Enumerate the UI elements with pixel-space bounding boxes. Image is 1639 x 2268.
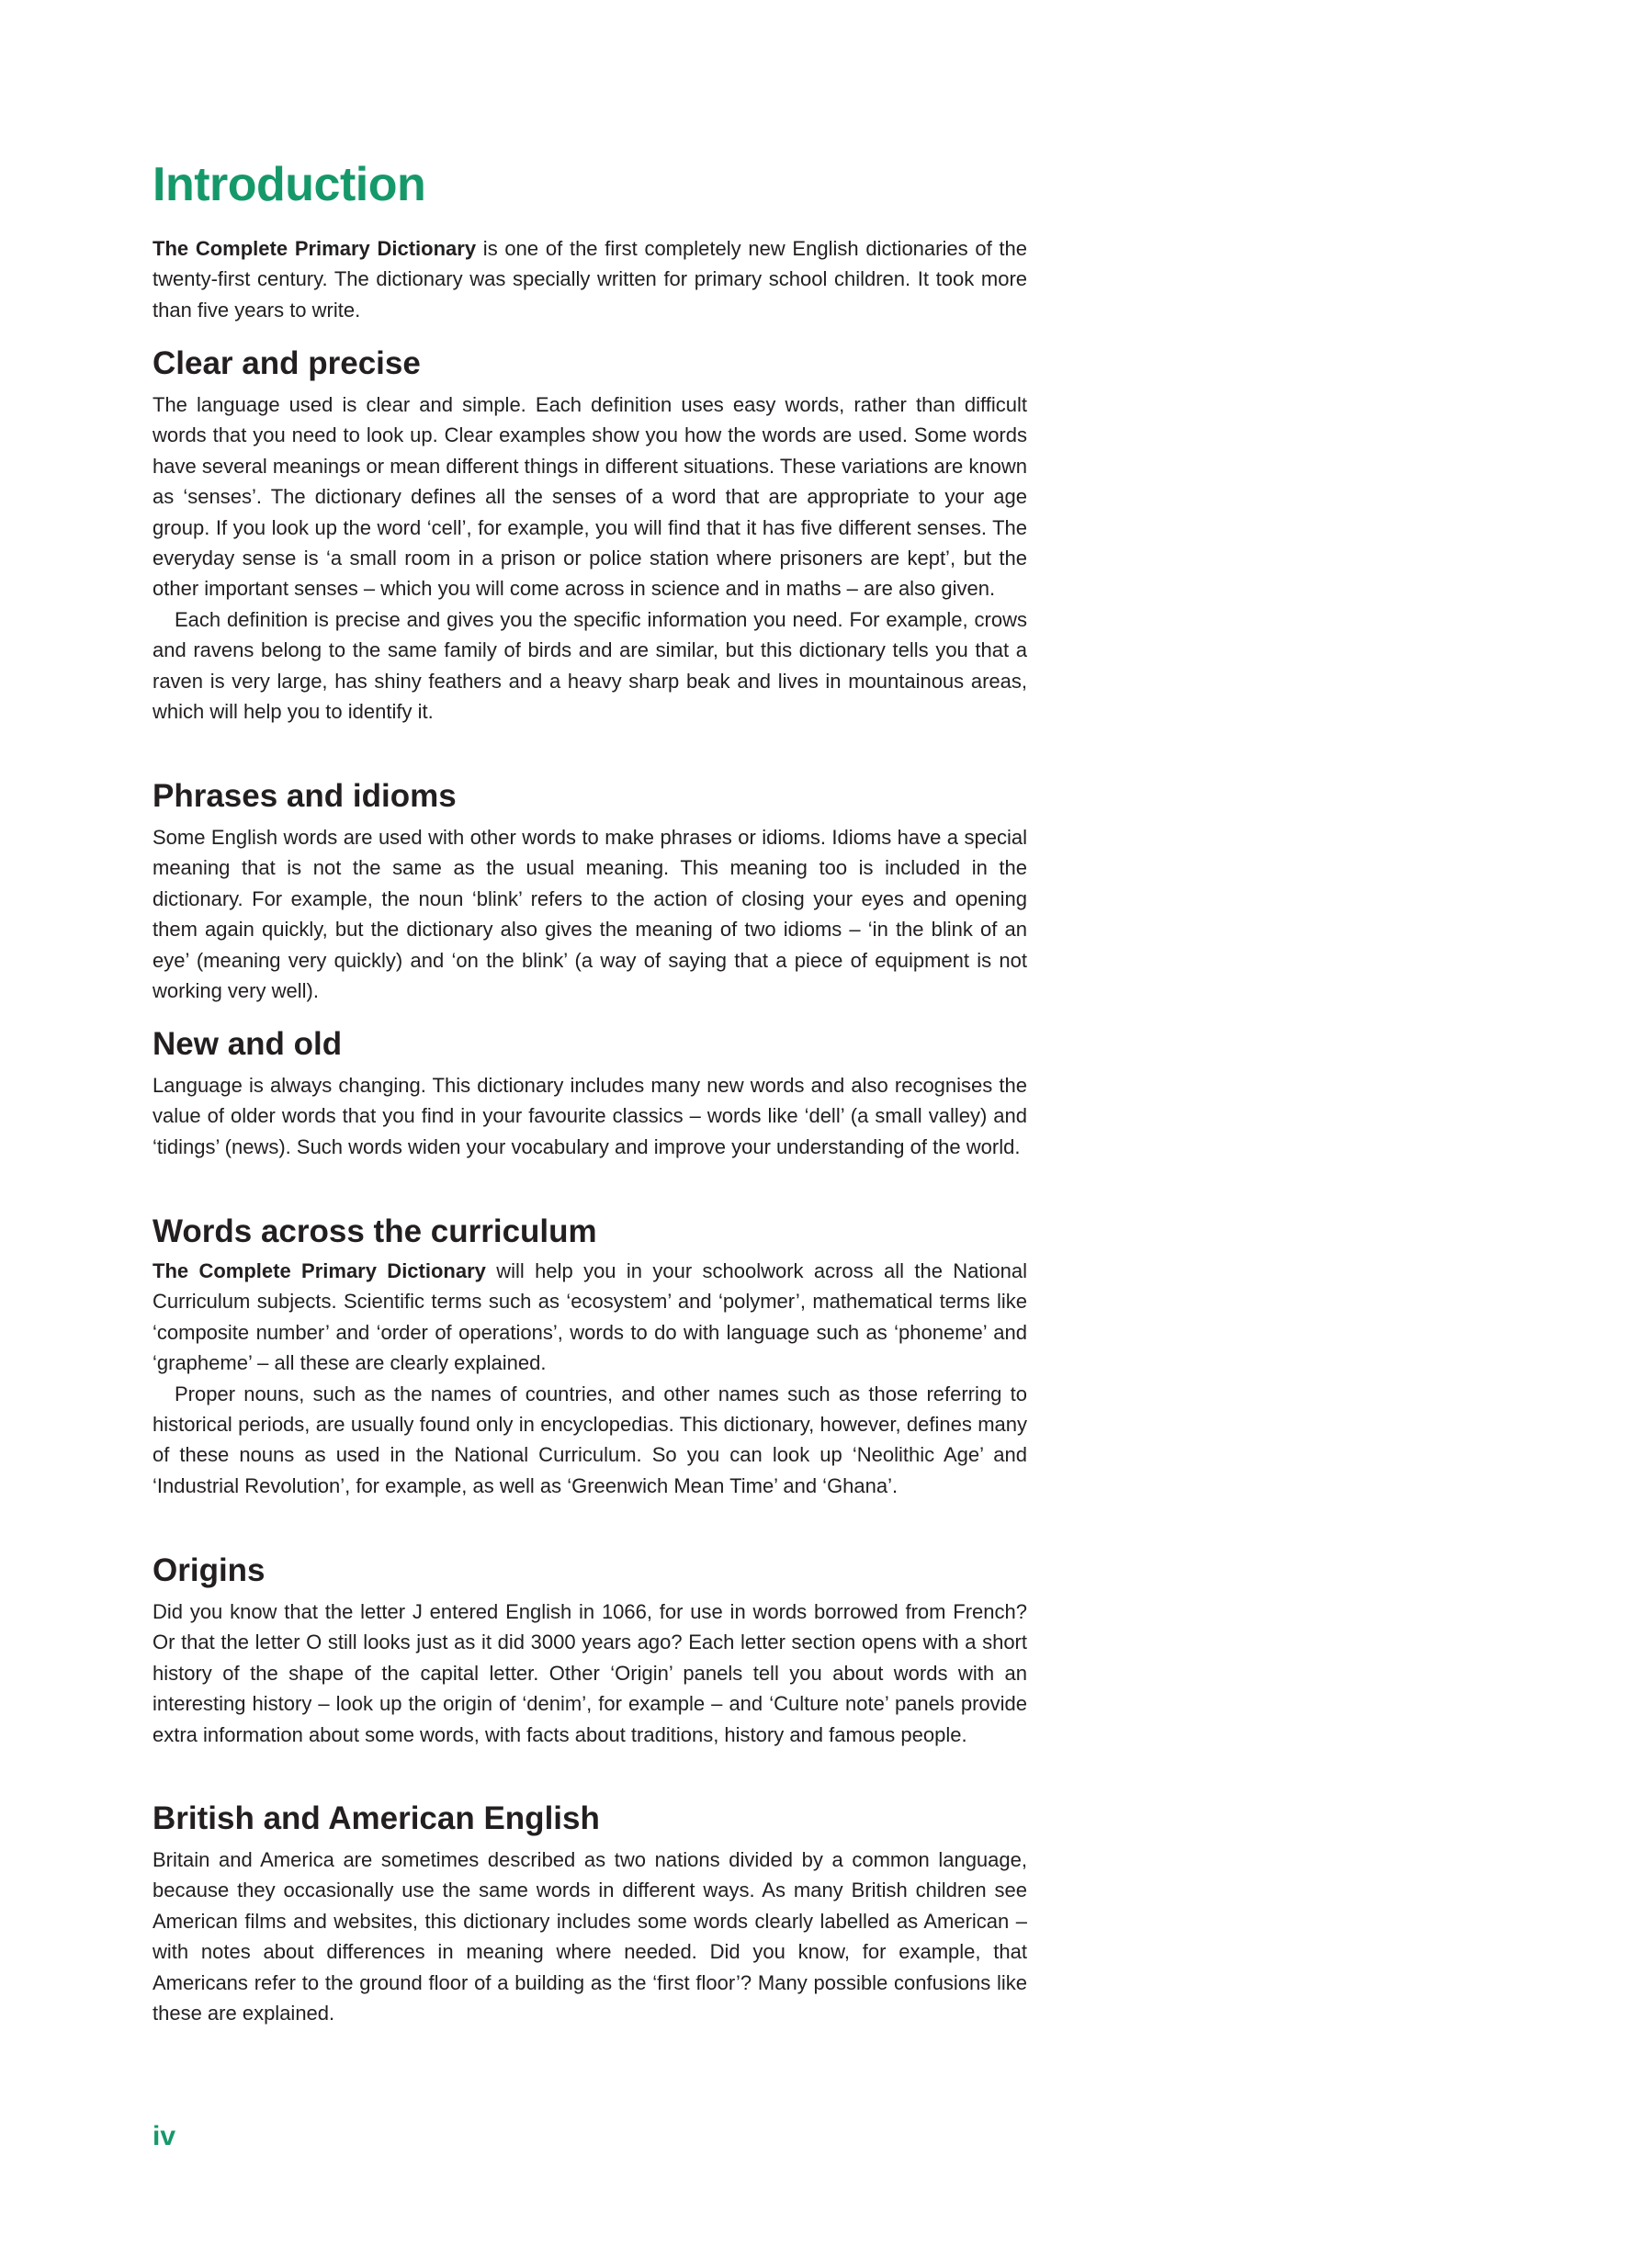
section-heading: Origins xyxy=(153,1552,266,1588)
section-body xyxy=(153,1070,1027,1162)
page-number: iv xyxy=(153,2121,176,2151)
section-body xyxy=(153,1845,1027,2028)
intro-text: is one of the first completely new English dictionaries of the twenty-first century. The dictionary was specially written for primary school children. It took more than five years to write. xyxy=(153,237,1027,322)
section-heading: Words across the curriculum xyxy=(153,1213,597,1249)
section-heading: Clear and precise xyxy=(153,345,421,381)
paragraph: Britain and America are sometimes described as two nations divided by a common language, because they occasionally use the same words in different ways. As many British children see American films and websites, this dictionary includes some words clearly labelled as American – with notes about differences in meaning where needed. Did you know, for example, that Americans refer to the ground floor of a building as the ‘first floor’? Many possible confusions like these are explained. xyxy=(153,1848,1027,2025)
paragraph xyxy=(153,1256,1027,1379)
paragraph: The language used is clear and simple. Each definition uses easy words, rather than difficult words that you need to look up. Clear examples show you how the words are used. Some words have several meanings or mean different things in different situations. These variations are known as ‘senses’. The dictionary defines all the senses of a word that are appropriate to your age group. If you look up the word ‘cell’, for example, you will find that it has five different senses. The everyday sense is ‘a small room in a prison or police station where prisoners are kept’, but the other important senses – which you will come across in science and in maths – are also given. xyxy=(153,393,1027,601)
section-body xyxy=(153,822,1027,1006)
paragraph-text: will help you in your schoolwork across all the National Curriculum subjects. Scientific terms such as ‘ecosystem’ and ‘polymer’, mathematical terms like ‘composite number’ and ‘order of operations’, words to do with language such as ‘phoneme’ and ‘grapheme’ – all these are clearly explained. xyxy=(153,1259,1027,1375)
section-body xyxy=(153,389,1027,727)
paragraph: Each definition is precise and gives you the specific information you need. For example, crows and ravens belong to the same family of birds and are similar, but this dictionary tells you that a raven is very large, has shiny feathers and a heavy sharp beak and lives in mountainous areas, which will help you to identify it. xyxy=(153,607,1027,724)
section-body xyxy=(153,1256,1027,1501)
page-title: Introduction xyxy=(153,158,426,211)
book-title: The Complete Primary Dictionary xyxy=(153,237,477,260)
section-heading: British and American English xyxy=(153,1800,600,1836)
paragraph: Language is always changing. This dictionary includes many new words and also recognises the value of older words that you find in your favourite classics – words like ‘dell’ (a small valley) and ‘tidings’ (news). Such words widen your vocabulary and improve your understanding of the world. xyxy=(153,1074,1027,1158)
section-body xyxy=(153,1597,1027,1750)
book-title: The Complete Primary Dictionary xyxy=(153,1259,486,1282)
paragraph: Proper nouns, such as the names of countries, and other names such as those referring to historical periods, are usually found only in encyclopedias. This dictionary, however, defines many of these nouns as used in the National Curriculum. So you can look up ‘Neolithic Age’ and ‘Industrial Revolution’, for example, as well as ‘Greenwich Mean Time’ and ‘Ghana’. xyxy=(153,1382,1027,1497)
section-heading: Phrases and idioms xyxy=(153,778,457,814)
paragraph: Some English words are used with other words to make phrases or idioms. Idioms have a special meaning that is not the same as the usual meaning. This meaning too is included in the dictionary. For example, the noun ‘blink’ refers to the action of closing your eyes and opening them again quickly, but the dictionary also gives the meaning of two idioms – ‘in the blink of an eye’ (meaning very quickly) and ‘on the blink’ (a way of saying that a piece of equipment is not working very well). xyxy=(153,826,1027,1003)
paragraph: Did you know that the letter J entered English in 1066, for use in words borrowed from French? Or that the letter O still looks just as it did 3000 years ago? Each letter section opens with a short history of the shape of the capital letter. Other ‘Origin’ panels tell you about words with an interesting history – look up the origin of ‘denim’, for example – and ‘Culture note’ panels provide extra information about some words, with facts about traditions, history and famous people. xyxy=(153,1600,1027,1746)
intro-paragraph xyxy=(153,233,1027,325)
section-heading: New and old xyxy=(153,1026,343,1062)
